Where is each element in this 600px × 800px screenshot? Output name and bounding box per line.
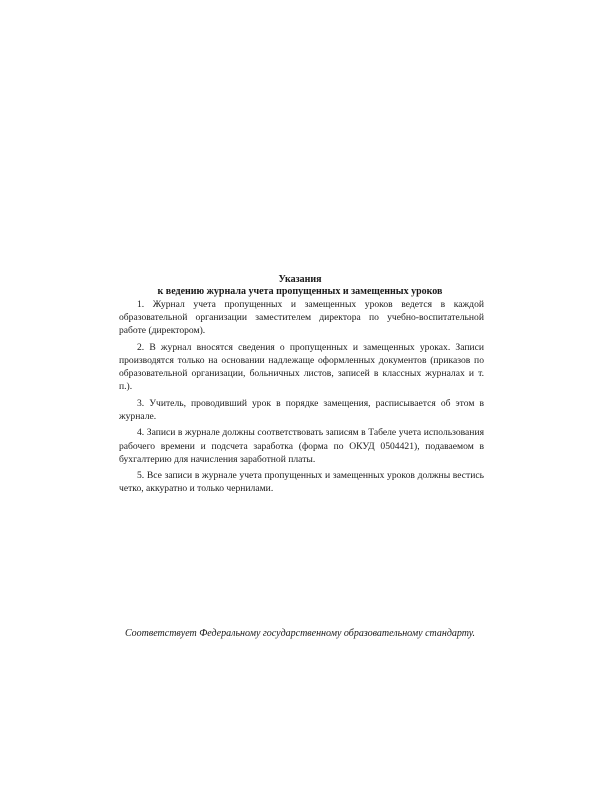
instruction-paragraph-4: 4. Записи в журнале должны соответствовать записям в Табеле учета использования рабочего времени и подсчета заработка (форма по ОКУД 0504421), подаваемом в бухгалтерию для начисления заработной платы. (119, 427, 484, 465)
instruction-paragraph-1: 1. Журнал учета пропущенных и замещенных уроков ведется в каждой образовательной организации заместителем директора по учебно-воспитательной работе (директором). (119, 299, 484, 337)
instruction-paragraph-5: 5. Все записи в журнале учета пропущенных и замещенных уроков должны вестись четко, аккуратно и только чернилами. (119, 470, 484, 495)
heading-block (0, 274, 600, 298)
instructions-body (119, 298, 484, 499)
instruction-paragraph-3: 3. Учитель, проводивший урок в порядке замещения, расписывается об этом в журнале. (119, 397, 484, 422)
instruction-paragraph-2: 2. В журнал вносятся сведения о пропущенных и замещенных уроках. Записи производятся только на основании надлежаще оформленных документов (приказов по образовательной организации, больничных листов, записей в классных журналах и т. п.). (119, 341, 484, 393)
document-subtitle: к ведению журнала учета пропущенных и замещенных уроков (157, 286, 443, 297)
standard-compliance-note: Соответствует Федеральному государственному образовательному стандарту. (124, 628, 476, 639)
document-title: Указания (278, 274, 322, 285)
